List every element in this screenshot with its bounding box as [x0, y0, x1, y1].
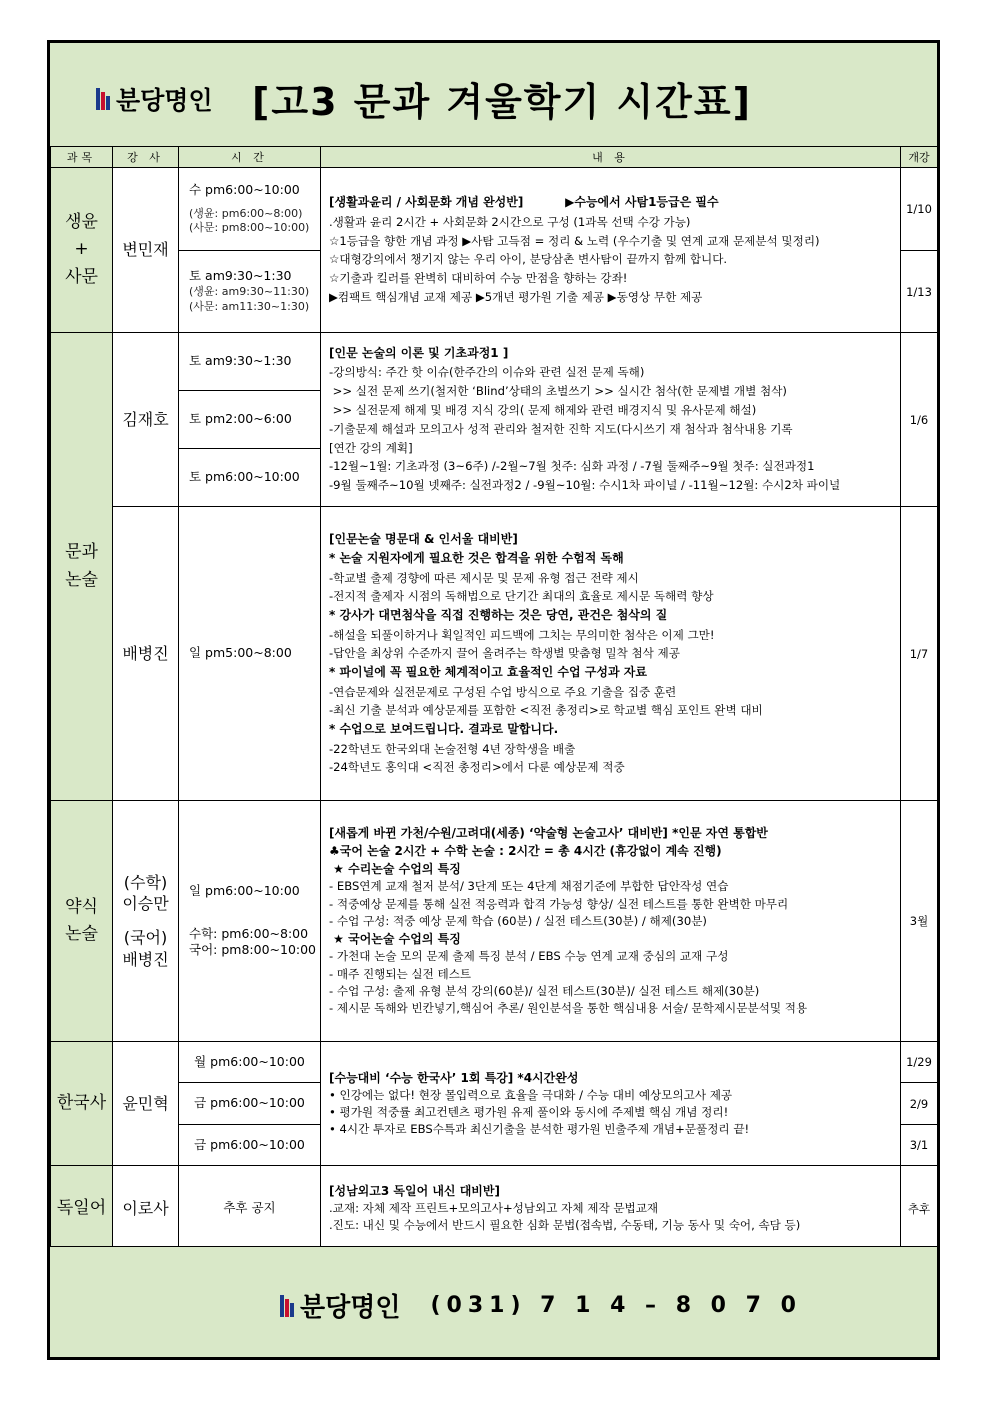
content-line: >> 실전 문제 쓰기(철저한 ‘Blind’상태의 초벌쓰기 >> 실시간 첨삭(한 문제별 개별 첨삭) [329, 384, 787, 399]
content-line: -24학년도 홍익대 <직전 총정리>에서 다룬 예상문제 적중 [329, 760, 625, 775]
content-line: -강의방식: 주간 핫 이슈(한주간의 이슈와 관련 실전 문제 독해) [329, 365, 645, 380]
content-line: - 수업 구성: 적중 예상 문제 학습 (60분) / 실전 테스트(30분) / 해제(30분) [329, 913, 707, 928]
content-line: -답안을 최상위 수준까지 끌어 올려주는 학생별 맞춤형 밀착 첨삭 제공 [329, 646, 680, 661]
subject-cell [51, 333, 113, 801]
time-cell: 토 am9:30~1:30 [179, 333, 321, 391]
time-cell: 토 pm6:00~10:00 [179, 449, 321, 507]
content-subheading: * 파이널에 꼭 필요한 체계적이고 효율적인 수업 구성과 자료 [329, 665, 647, 680]
count-cell: 3/1 [901, 1125, 938, 1166]
time-text: 일 pm6:00~10:00 [189, 882, 300, 898]
content-line: -연습문제와 실전문제로 구성된 수업 방식으로 주요 기출을 집중 훈련 [329, 684, 677, 699]
logo-icon [96, 88, 110, 110]
page-title: [고3 문과 겨울학기 시간표] [252, 80, 752, 124]
subject-text: 생윤 [65, 212, 98, 233]
col-count: 개강 [901, 147, 938, 168]
content-cell [321, 1166, 901, 1252]
time-cell [179, 168, 321, 251]
content-line: • 평가원 적중률 최고컨텐츠 평가원 유제 풀이와 동시에 주제별 핵심 개념 정리! [329, 1104, 729, 1119]
subject-cell: 독일어 [51, 1166, 113, 1252]
subject-text: 논술 [65, 924, 98, 944]
content-subheading: * 논술 지원자에게 필요한 것은 합격을 위한 수험적 독해 [329, 551, 624, 566]
table-row [51, 1042, 938, 1083]
content-line: >> 실전문제 해제 및 배경 지식 강의( 문제 해제와 관련 배경지식 및 유사문제 해설) [329, 403, 757, 418]
time-cell: 일 pm5:00~8:00 [179, 507, 321, 801]
time-cell: 금 pm6:00~10:00 [179, 1125, 321, 1166]
footer-brand [280, 1287, 802, 1324]
content-line: -전지적 출제자 시점의 독해법으로 단기간 최대의 효율로 제시문 독해력 향상 [329, 589, 714, 604]
content-line: - 가천대 논술 모의 문제 출제 특징 분석 / EBS 수능 연계 교재 중심의 교재 구성 [329, 949, 729, 964]
brand-name: 분당명인 [116, 86, 213, 115]
content-line: -학교별 출제 경향에 따른 제시문 및 문제 유형 접근 전략 제시 [329, 570, 639, 585]
count-cell: 1/6 [901, 333, 938, 507]
subject-cell [51, 168, 113, 333]
footer [50, 1246, 937, 1357]
count-cell: 추후 [901, 1166, 938, 1252]
time-cell: 월 pm6:00~10:00 [179, 1042, 321, 1083]
time-text: 수학: pm6:00~8:00 [189, 925, 309, 941]
content-heading: ♣국어 논술 2시간 + 수학 논술 : 2시간 = 총 4시간 (휴강없이 계속 진행) [329, 844, 722, 859]
time-text: (사문: am11:30~1:30) [189, 299, 310, 313]
content-line: - EBS연계 교재 철저 분석/ 3단계 또는 4단계 채점기준에 부합한 답안작성 연습 [329, 879, 729, 894]
time-text: (생윤: pm6:00~8:00) [189, 206, 303, 220]
content-line: .생활과 윤리 2시간 + 사회문화 2시간으로 구성 (1과목 선택 수강 가능) [329, 214, 691, 229]
content-line: -9월 둘째주~10월 넷째주: 실전과정2 / -9월~10월: 수시1차 파이널 / -11월~12월: 수시2차 파이널 [329, 478, 841, 493]
teacher-text: 이승만 [122, 894, 169, 914]
subject-text: 약식 [65, 896, 98, 917]
content-heading: [인문논술 명문대 & 인서울 대비반] [329, 531, 518, 546]
content-line: ☆기출과 킬러를 완벽히 대비하여 수능 만점을 향하는 강좌! [329, 271, 628, 286]
subject-text: 문과 [65, 542, 98, 563]
teacher-cell: 윤민혁 [113, 1042, 179, 1166]
content-cell [321, 801, 901, 1042]
content-line: • 4시간 투자로 EBS수특과 최신기출을 분석한 평가원 빈출주제 개념+문풀정리 끝! [329, 1121, 750, 1136]
col-time: 시 간 [179, 147, 321, 168]
brand [96, 81, 213, 117]
time-cell: 토 pm2:00~6:00 [179, 391, 321, 449]
table-row [51, 333, 938, 391]
table-row [51, 168, 938, 251]
time-text: 토 am9:30~1:30 [189, 268, 292, 284]
content-line: - 매주 진행되는 실전 테스트 [329, 966, 472, 981]
content-line: -기출문제 해설과 모의고사 성적 관리와 철저한 진학 지도(다시쓰기 재 첨삭과 첨삭내용 기록 [329, 421, 793, 436]
content-heading: [생활과윤리 / 사회문화 개념 완성반] ▶수능에서 사탐1등급은 필수 [329, 195, 719, 210]
count-cell: 1/29 [901, 1042, 938, 1083]
content-line: ☆대형강의에서 챙기지 않는 우리 아이, 분당삼촌 변사탐이 끝까지 함께 합니다. [329, 252, 728, 267]
header [50, 43, 937, 147]
teacher-cell: 이로사 [113, 1166, 179, 1252]
content-line: - 제시문 독해와 빈칸넣기,핵심어 추론/ 원인분석을 통한 핵심내용 서술/ 문학제시문분석및 적용 [329, 1001, 808, 1016]
content-cell [321, 1042, 901, 1166]
col-content: 내 용 [321, 147, 901, 168]
content-line: ▶컴팩트 핵심개념 교재 제공 ▶5개년 평가원 기출 제공 ▶동영상 무한 제공 [329, 289, 703, 304]
content-line: -22학년도 한국외대 논술전형 4년 장학생을 배출 [329, 741, 576, 756]
content-line: • 인강에는 없다! 현장 몰입력으로 효율을 극대화 / 수능 대비 예상모의고사 제공 [329, 1088, 733, 1102]
teacher-text: (국어) [123, 928, 168, 947]
time-cell: 금 pm6:00~10:00 [179, 1083, 321, 1125]
count-cell: 3월 [901, 801, 938, 1042]
teacher-cell: 변민재 [113, 168, 179, 333]
content-heading: [인문 논술의 이론 및 기초과정1 ] [329, 346, 509, 361]
timetable-frame [47, 40, 940, 1360]
content-cell [321, 507, 901, 801]
content-line: -해설을 되풀이하거나 획일적인 피드백에 그치는 무의미한 첨삭은 이제 그만! [329, 627, 715, 642]
content-heading: [수능대비 ‘수능 한국사’ 1회 특강] *4시간완성 [329, 1070, 579, 1085]
header-row [51, 147, 938, 168]
logo-icon [280, 1295, 294, 1317]
content-line: -최신 기출 분석과 예상문제를 포함한 <직전 총정리>로 학교별 핵심 포인트 완벽 대비 [329, 703, 763, 718]
col-teacher: 강 사 [113, 147, 179, 168]
time-text: (생윤: am9:30~11:30) [189, 285, 310, 299]
content-line: -12월~1월: 기초과정 (3~6주) /-2월~7월 첫주: 심화 과정 / -7월 둘째주~9월 첫주: 실전과정1 [329, 459, 815, 474]
time-cell: 추후 공지 [179, 1166, 321, 1252]
col-subject: 과목 [51, 147, 113, 168]
time-cell [179, 801, 321, 1042]
content-heading: [성남외고3 독일어 내신 대비반] [329, 1184, 500, 1198]
content-line: - 수업 구성: 출제 유형 분석 강의(60분)/ 실전 테스트(30분)/ 실전 테스트 해제(30분) [329, 984, 760, 999]
time-text: 국어: pm8:00~10:00 [189, 942, 317, 958]
content-line: ☆1등급을 향한 개념 과정 ▶사탐 고득점 = 정리 & 노력 (우수기출 및 연계 교재 문제분석 및정리) [329, 233, 820, 248]
teacher-cell [113, 801, 179, 1042]
teacher-cell: 김재호 [113, 333, 179, 507]
subject-text: 사문 [65, 266, 98, 287]
phone-number: (031) 7 1 4 – 8 0 7 0 [430, 1293, 802, 1318]
count-cell: 1/13 [901, 251, 938, 333]
content-subheading: * 강사가 대면첨삭을 직접 진행하는 것은 당연, 관건은 첨삭의 질 [329, 608, 668, 623]
content-line: [연간 강의 계획] [329, 440, 413, 455]
content-subheading: ★ 수리논술 수업의 특징 [329, 862, 461, 877]
time-cell [179, 251, 321, 333]
timetable [50, 146, 938, 1252]
time-text: 수 pm6:00~10:00 [189, 181, 300, 197]
count-cell: 2/9 [901, 1083, 938, 1125]
content-line: .진도: 내신 및 수능에서 반드시 필요한 심화 문법(접속법, 수동태, 기능 동사 및 숙어, 속담 등) [329, 1218, 801, 1233]
teacher-cell: 배병진 [113, 507, 179, 801]
time-text: (사문: pm8:00~10:00) [189, 221, 310, 235]
count-cell: 1/7 [901, 507, 938, 801]
teacher-text: (수학) [123, 872, 168, 892]
content-cell [321, 333, 901, 507]
table-row [51, 801, 938, 1042]
subject-text: + [74, 239, 89, 260]
teacher-text: 배병진 [122, 949, 169, 969]
content-line: - 적중예상 문제를 통해 실전 적응력과 합격 가능성 향상/ 실전 테스트를 통한 완벽한 마무리 [329, 896, 789, 911]
content-heading: [새롭게 바뀐 가천/수원/고려대(세종) ‘약술형 논술고사’ 대비반] *인문 자연 통합반 [329, 826, 768, 841]
table-row [51, 507, 938, 801]
content-line: .교재: 자체 제작 프린트+모의고사+성남외고 자체 제작 문법교재 [329, 1201, 659, 1216]
subject-text: 논술 [65, 569, 98, 590]
count-cell: 1/10 [901, 168, 938, 251]
content-subheading: ★ 국어논술 수업의 특징 [329, 932, 461, 947]
subject-cell [51, 801, 113, 1042]
content-subheading: * 수업으로 보여드립니다. 결과로 말합니다. [329, 722, 559, 737]
footer-brand-name: 분당명인 [300, 1293, 401, 1323]
content-cell [321, 168, 901, 333]
table-row [51, 1166, 938, 1252]
subject-cell: 한국사 [51, 1042, 113, 1166]
